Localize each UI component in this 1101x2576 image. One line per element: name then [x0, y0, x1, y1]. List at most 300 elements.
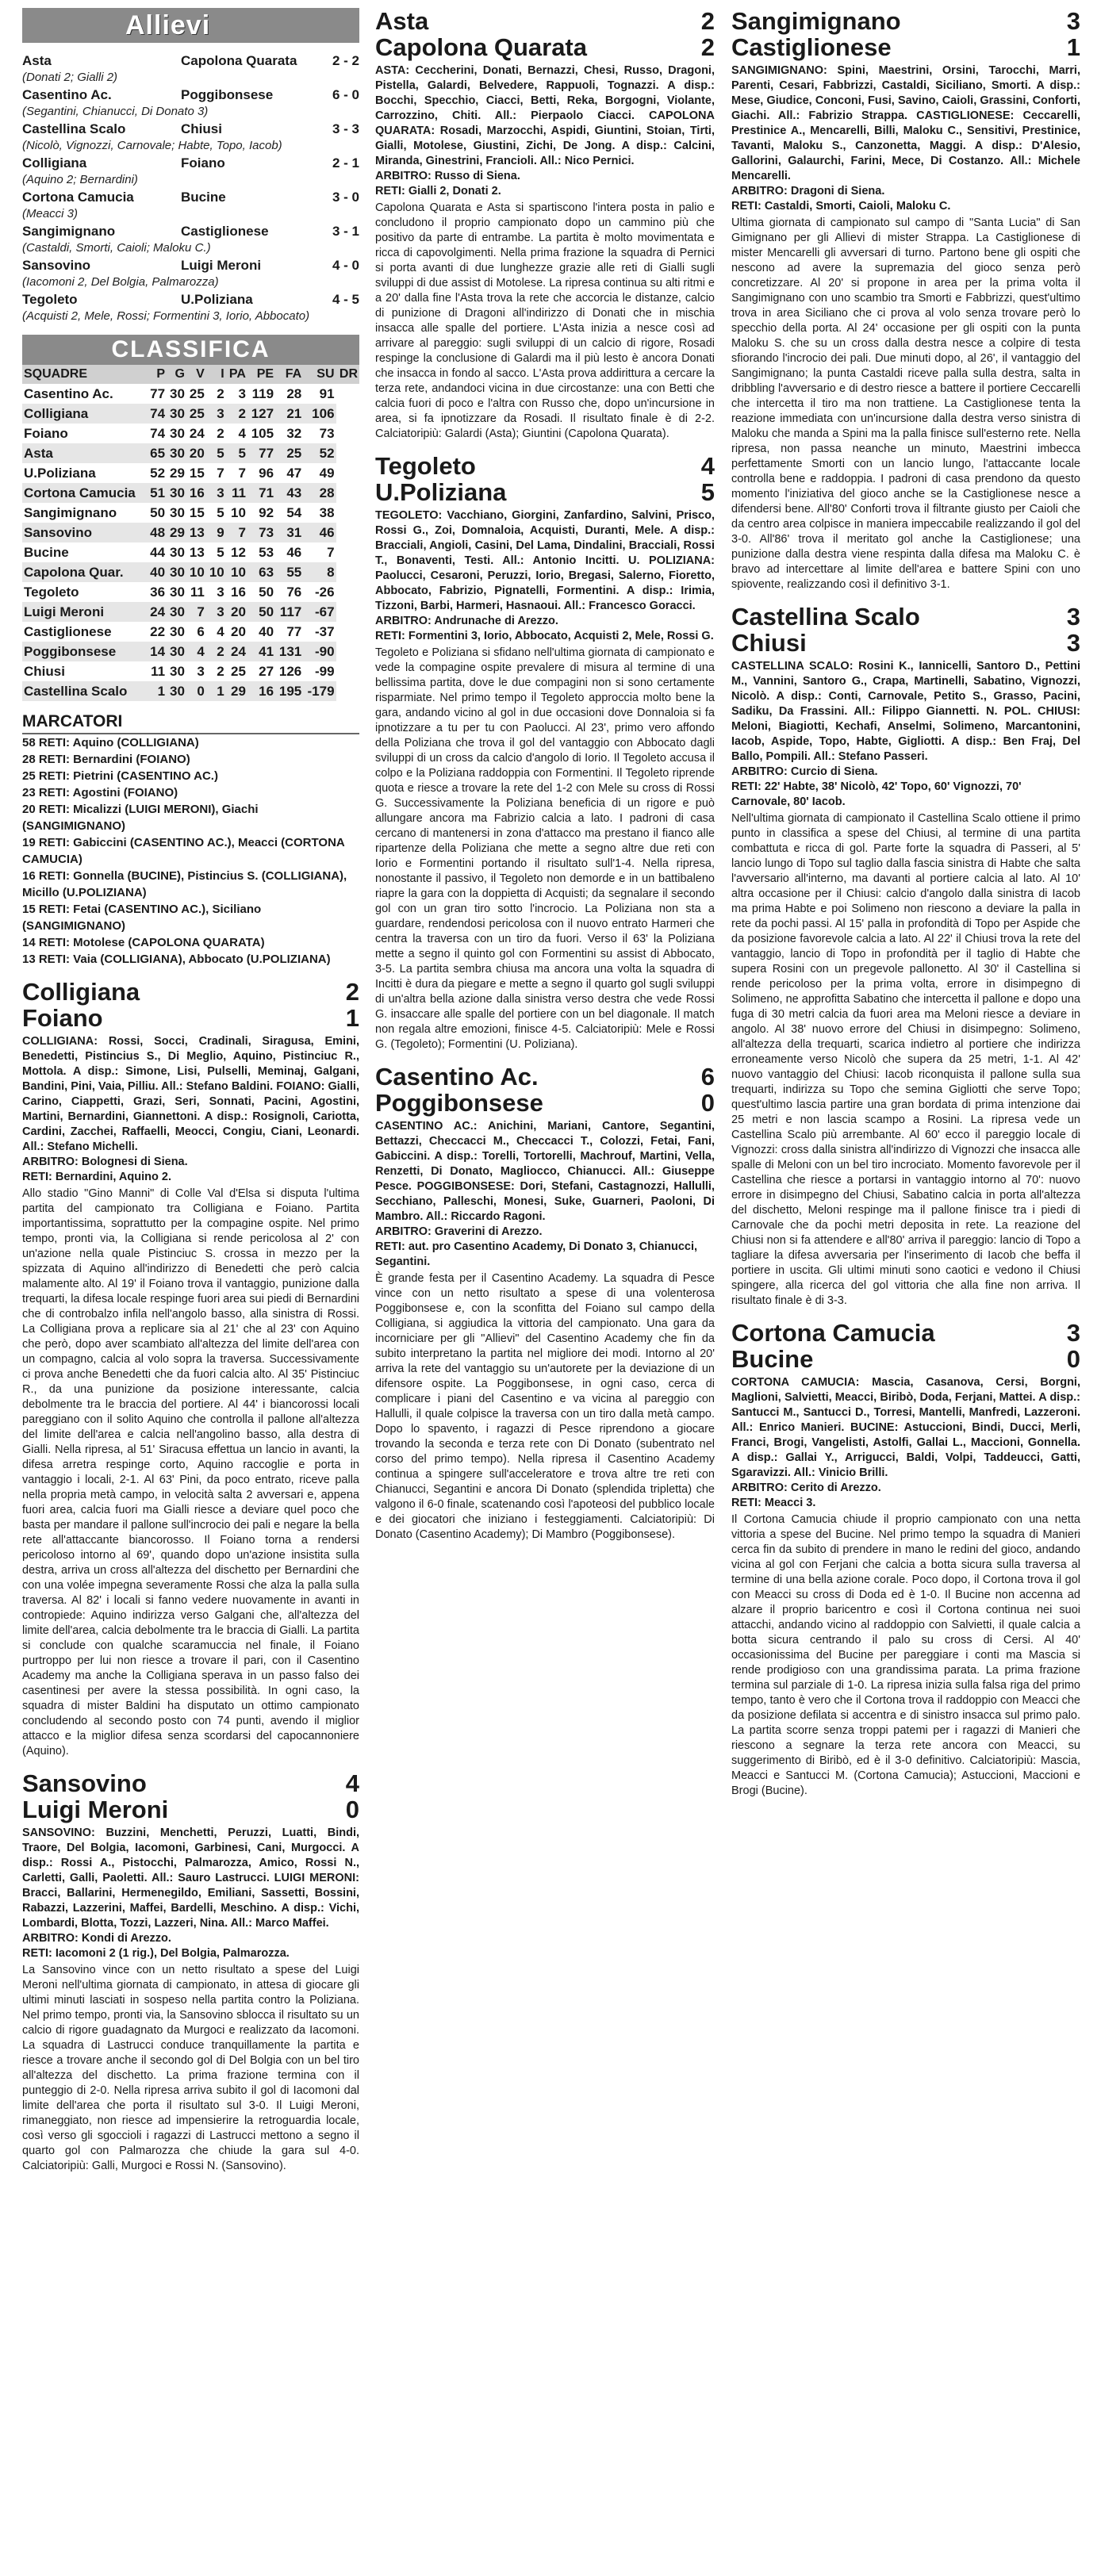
away-score: 0 — [345, 1796, 359, 1823]
stat-cell: 73 — [319, 426, 335, 441]
goals: RETI: Formentini 3, Iorio, Abbocato, Acquisti 2, Mele, Rossi G. — [375, 630, 714, 642]
stat-cell: 20 — [226, 602, 247, 622]
result-row — [22, 52, 359, 70]
table-row — [22, 503, 359, 523]
stat-cell: 10 — [231, 505, 246, 520]
stat-cell: 16 — [247, 681, 275, 701]
team-name: Luigi Meroni — [22, 602, 147, 622]
away-score: 5 — [700, 478, 715, 506]
result-home-team: Colligiana — [22, 155, 87, 171]
home-score: 2 — [700, 7, 715, 35]
lineups: ASTA: Ceccherini, Donati, Bernazzi, Chesi, Russo, Dragoni, Pistella, Galardi, Belvedere, Rappuoli, Tognazzi. A disp.: Bocchi, Specchio, Ciacci, Betti, Reka, Borgogni, Violante, Carrozzino, Chiti. All.: Pierpaolo Ciacci. CAPOLONA QUARATA: Rosadi, Marzocchi, Aspidi, Giuntini, Stoian, Tirti, Gialli, Motolese, Giustini, Zichi, De Jong. A disp.: Calcini, Miranda, Ginestrini, Francioli. All.: Nico Pernici. — [375, 64, 715, 167]
home-team: Castellina Scalo — [731, 603, 920, 631]
standings-table — [22, 365, 359, 701]
team-name: Casentino Ac. — [24, 386, 113, 401]
scorer-entry: 15 RETI: Fetai (CASENTINO AC.), Siciliano (SANGIMIGNANO) — [22, 903, 262, 933]
match-report: Ultima giornata di campionato sul campo di "Santa Lucia" di San Gimignano per gli Allievi di mister Strappa. La Castiglionese di mister Mencarelli gli avversari di turno. Partono bene gli ospiti che nescono ad avere la supremazia del gioco senza però concretizzare. Al 20' si propone in area per la prima volta il Sangimignano con uno scambio tra Smorti e Fabbrizzi, quest'ultimo trova in area Siciliano che ci prova al volo senza trovare però lo specchio della porta. Al 24' occasione per gli ospiti con la punta Maloku S. che su un cross dalla destra nesce a colpire di testa sfiorando l'incrocio dei pali. Due minuti dopo, al 26', il vantaggio del Sangimignano; la punta Castaldi riceve palla sulla destra, salta in dribbling l'avversario e di destro riesce a battere il portiere Ceccarelli che intercetta il tiro ma non trattiene. La Castiglionese tenta la reazione immediata con un'incursione dalla destra verso sinistra di Maloku che manda a Spini ma la palla finisce sull'esterno rete. Nella ripresa, non passa neanche un minuto, Maestrini imbecca perfettamente Smorti con un lancio lungo, l'attaccante locale controlla bene e raddoppia. I padroni di casa prendono da questo momento l'iniziativa del gioco anche se la Castiglionese nesce a difendersi bene. All'80' Conforti trova il filtrante giusto per Caioli che da centro area colpisce in maniera impeccabile realizzando il gol del 3-0. All'86' trova il meritato gol anche la Castiglionese; una punizione dalla destra viene respinta dalla difesa ma Maloku C. è bravo ad intercettare al limite dell'area e battere Spini con uno spiovente, realizzando così il definitivo 3-1. — [731, 217, 1080, 591]
table-row — [22, 681, 359, 701]
match-sangimignano-castiglionese — [731, 8, 1080, 592]
table-row — [22, 404, 359, 424]
home-score: 3 — [1066, 603, 1080, 631]
stat-cell: 44 — [150, 545, 166, 560]
stat-cell: 20 — [186, 443, 206, 463]
result-row — [22, 291, 359, 309]
stat-cell: 6 — [197, 624, 205, 639]
stat-cell: 10 — [226, 562, 247, 582]
match-asta-capolona — [375, 8, 715, 442]
result-away-team: Capolona Quarata — [181, 53, 297, 68]
marcatori-title: MARCATORI — [22, 712, 359, 734]
stat-cell: 7 — [327, 545, 335, 560]
away-team: Luigi Meroni — [22, 1796, 169, 1823]
result-row — [22, 86, 359, 104]
stat-cell: 5 — [217, 505, 224, 520]
team-name: Asta — [22, 443, 147, 463]
stat-cell: 50 — [247, 602, 275, 622]
stat-cell: 13 — [189, 545, 205, 560]
team-name: Tegoleto — [24, 585, 79, 600]
stat-cell: 12 — [231, 545, 246, 560]
standings-header-cell: PE — [247, 365, 275, 384]
goals: RETI: Castaldi, Smorti, Caioli, Maloku C. — [731, 200, 951, 213]
referee: ARBITRO: Andrunache di Arezzo. — [375, 615, 558, 627]
home-team: Tegoleto — [375, 452, 476, 480]
stat-cell: 5 — [226, 443, 247, 463]
stat-cell: 30 — [167, 562, 186, 582]
result-home-team: Castellina Scalo — [22, 121, 126, 136]
stat-cell: 71 — [247, 483, 275, 503]
away-team: Foiano — [22, 1004, 103, 1032]
table-row — [22, 602, 359, 622]
stat-cell: 3 — [238, 386, 246, 401]
goals: RETI: Iacomoni 2 (1 rig.), Del Bolgia, Palmarozza. — [22, 1947, 290, 1960]
match-report: Allo stadio "Gino Manni" di Colle Val d'Elsa si disputa l'ultima partita del campionato tra Colligiana e Foiano. Partita importantissima, soprattutto per la compagine ospite. Nel primo tempo, pronti via, la Colligiana si rende pericolosa al 2' con un'azione nella quale Pistinciuc S. crossa in mezzo per la spizzata di Aquino all'indirizzo di Benedetti che però calcia malamente alto. Al 19' il Foiano trova il vantaggio, punizione dalla trequarti, la difesa locale respinge fuori area sui piedi di Bernardini che di controbalzo infila nell'angolo basso, alla sinistra di Rossi. La Colligiana prova a replicare sia al 21' che al 23' con Aquino che però, dopo aver scambiato all'altezza del limite dell'area con un compagno, calcia al volo sopra la traversa. Successivamente ci prova anche Benedetti che da fuori calcia alto. Al 35' Pistinciuc R., da una punizione da posizione interessante, calcia debolmente tra le braccia del portiere. Al 44' i biancorossi locali pareggiano con il solito Aquino che controlla il pallone all'altezza del limite dell'area e calcia nell'angolino basso, alla destra di Gialli. Nella ripresa, al 51' Siracusa effettua un lancio in avanti, la difesa arretra respinge corto, Aquino raccoglie e porta in vantaggio i locali, 2-1. Al 63' Pini, da poco entrato, riceve palla nella propria metà campo, in velocità salta 2 avversari e, appena fuori area, calcia fuori ma Gialli riesce a deviare quel poco che basta per mandare il pallone sull'incrocio dei pali e negare la bella rete all'attaccante biancorosso. Il Foiano torna a rendersi pericoloso intorno al 69', quando dopo un'azione insistita sulla destra, arriva un cross all'altezza del dischetto per Bernardini che con una volée impegna severamente Rossi che alza la palla sulla traversa. Al 82' i locali si fanno vedere nuovamente in avanti in contropiede: Aquino indirizza verso Galgani che, all'altezza del limite dell'area, calcia debolmente tra le braccia di Gialli. La partita si conclude con qualche scaramuccia nel finale, il Foiano purtroppo per lui non riesce a trovare il pari, con il Casentino Academy ma anche la Colligiana sperava in un passo falso dei casentinesi per avere la stessa possibilità. In ogni caso, la squadra di mister Baldini ha disputato un ottimo campionato concludendo al secondo posto con 74 punti, avendo il miglior attacco e la miglior difesa senza scordarsi del capocannoniere (Aquino). — [22, 1187, 359, 1758]
team-name: Sansovino — [22, 523, 147, 542]
stat-cell: 15 — [189, 466, 205, 481]
table-row — [22, 661, 359, 681]
standings-header-row — [22, 365, 359, 384]
match-report: La Sansovino vince con un netto risultato a spese del Luigi Meroni nell'ultima giornata di campionato, in attesa di giocare gli ultimi minuti lasciati in sospeso nella partita contro la Poliziana. Nel primo tempo, pronti via, la Sansovino sblocca il risultato su un calcio di rigore guadagnato da Murgoci e realizzato da Iacomoni. La squadra di Lastrucci conduce tranquillamente la partita e riesce a trovare anche il secondo gol di Del Bolgia con un bel tiro all'altezza del dischetto. La prima frazione termina con il punteggio di 2-0. Nella ripresa arriva subito il gol di Iacomoni dal limite dell'area che porta il risultato sul 3-0. Il Luigi Meroni, rimaneggiato, non riesce ad impensierire la retroguardia locale, così verso gli sgoccioli i ragazzi di Lastrucci mettono a segno il quarto gol con Palmarozza che chiude la gara sul 4-0. Calciatoripiù: Galli, Murgoci e Rossi N. (Sansovino). — [22, 1964, 359, 2172]
result-away-team: Chiusi — [181, 121, 222, 136]
stat-cell: 30 — [167, 681, 186, 701]
stat-cell: 3 — [206, 404, 226, 424]
left-column — [22, 8, 359, 2174]
result-away-team: Bucine — [181, 190, 226, 205]
stat-cell: 96 — [259, 466, 274, 481]
home-score: 6 — [700, 1063, 715, 1091]
stat-cell: 1 — [147, 681, 167, 701]
table-row — [22, 582, 359, 602]
stat-cell: 28 — [286, 386, 302, 401]
referee: ARBITRO: Cerito di Arezzo. — [731, 1482, 881, 1494]
stat-cell: 25 — [275, 443, 303, 463]
team-name: U.Poliziana — [24, 466, 96, 481]
team-name: Castiglionese — [24, 624, 112, 639]
referee: ARBITRO: Bolognesi di Siena. — [22, 1156, 188, 1168]
team-name: Bucine — [24, 545, 69, 560]
match-cortona-bucine — [731, 1320, 1080, 1799]
stat-cell: 50 — [259, 585, 274, 600]
home-score: 3 — [1066, 7, 1080, 35]
stat-cell: 4 — [238, 426, 246, 441]
stat-cell: 30 — [170, 585, 185, 600]
stat-cell: 47 — [286, 466, 302, 481]
home-score: 3 — [1066, 1319, 1080, 1347]
stat-cell: 46 — [303, 523, 336, 542]
stat-cell: 24 — [226, 642, 247, 661]
away-score: 0 — [1066, 1345, 1080, 1373]
stat-cell: 3 — [206, 483, 226, 503]
away-score: 1 — [345, 1004, 359, 1032]
stat-cell: 25 — [186, 404, 206, 424]
stat-cell: 14 — [147, 642, 167, 661]
away-team: Chiusi — [731, 629, 807, 657]
team-name: Colligiana — [22, 404, 147, 424]
result-score: 4 - 5 — [332, 292, 359, 307]
stat-cell: 77 — [150, 386, 166, 401]
stat-cell: 119 — [251, 386, 274, 401]
stat-cell: 2 — [217, 386, 224, 401]
away-team: Poggibonsese — [375, 1089, 543, 1117]
scorer-entry: 28 RETI: Bernardini (FOIANO) — [22, 753, 190, 766]
result-row — [22, 189, 359, 206]
result-row — [22, 223, 359, 240]
result-row — [22, 121, 359, 138]
stat-cell: 24 — [189, 426, 205, 441]
lineups: CASENTINO AC.: Anichini, Mariani, Cantore, Segantini, Bettazzi, Checcacci M., Checcacci T., Colozzi, Fetai, Fani, Gabiccini. A disp.: Torelli, Tortorelli, Machrouf, Martini, Vella, Renzetti, Di Donato, Magliocco, Chianucci. All.: Giuseppe Pesce. POGGIBONSESE: Dori, Stefani, Castagnozzi, Hallulli, Secchiano, Palleschi, Monesi, Suke, Guarneri, Paoloni, Di Mambro. All.: Riccardo Ragoni. — [375, 1120, 715, 1223]
stat-cell: 51 — [147, 483, 167, 503]
stat-cell: 11 — [226, 483, 247, 503]
stat-cell: 27 — [259, 664, 274, 679]
stat-cell: 91 — [319, 386, 335, 401]
lineups: CASTELLINA SCALO: Rosini K., Iannicelli, Santoro D., Pettini M., Vannini, Santoro G., Crapa, Martinelli, Sabatino, Vignozzi, Nicolò. A disp.: Conti, Carnovale, Petito S., Grasso, Pacini, Sadiku, Da Frassini. All.: Filippo Giannetti. N. POL. CHIUSI: Meloni, Biagiotti, Kechafi, Anselmi, Solimeno, Marcantonini, Iacob, Aspide, Topo, Habte, Gigliotti. A disp.: Ben Fraj, Del Ballo, Pompili. All.: Stefano Passeri. — [731, 660, 1080, 763]
stat-cell: 54 — [286, 505, 302, 520]
stat-cell: 63 — [247, 562, 275, 582]
stat-cell: 9 — [206, 523, 226, 542]
stat-cell: 117 — [275, 602, 303, 622]
stat-cell: 76 — [286, 585, 302, 600]
stat-cell: 50 — [150, 505, 166, 520]
stat-cell: 30 — [170, 386, 185, 401]
stat-cell: 10 — [206, 562, 226, 582]
home-team: Sansovino — [22, 1769, 147, 1797]
stat-cell: 25 — [231, 664, 246, 679]
away-team: Castiglionese — [731, 33, 892, 61]
stat-cell: 30 — [170, 664, 185, 679]
match-report: Nell'ultima giornata di campionato il Castellina Scalo ottiene il primo punto in classifica a spese del Chiusi, al termine di una partita combattuta e ricca di gol. Parte forte la squadra di Passeri, al 5' lancio lungo di Topo sul taglio dalla fascia sinistra di Habte che salta l'avversario all'interno, ma davanti al portiere calcia al lato. Al 10' altra occasione per il Chiusi: calcio d'angolo dalla sinistra di Iacob ma prima Habte e poi Solimeno non riescono a deviare la palla in rete da pochi passi. Al 15' palla in profondità di Topo per Aspide che da posizione favorevole calcia a lato. Al 22' il Chiusi trova la rete del vantaggio, lancio di Topo in profondità per il taglio di Habte che supera Rosini con un pregevole pallonetto. Al 30' il Castellina si rende pericoloso per la prima volta, errore in disimpegno di Solimeno, ne approfitta Sabatino che intercetta il pallone e dopo una fuga di 30 metri calcia da fuori area ma Meloni riesce a deviare in angolo. Al 38' nuovo errore del Chiusi in disimpegno: Solimeno, all'altezza della trequarti, scarica indietro al portiere che indirizza erroneamente verso Nicolò che supera da 25 metri, 1-1. Al 42' nuovo vantaggio del Chiusi: Iacob riconquista il pallone sulla sua trequarti, indirizza su Topo che semina Gigliotti che serve Topo; quest'ultimo lascia partire una gran bordata di prima intenzione dai 25 metri e non lascia scampo a Rosini. La ripresa vede un Castellina Scalo più arrembante. Al 60' ecco il pareggio locale di Vignozzi: cross dalla sinistra all'indirizzo di Vignozzi che insacca alle spalle di Meloni con un bel tiro incrociato. Momento favorevole per il Castellina che riesce a portarsi in vantaggio intorno al 70': nuovo errore in disimpegno del Chiusi, Sabatino calcia in porta all'altezza del dischetto, Meloni respinge ma il pallone finisce tra i piedi di Carnovale che da pochi metri deposita in rete. La reazione del Chiusi non si fa attendere e all'80' arriva il pareggio: lancio di Topo a tagliare la difesa avversaria per l'inserimento di Iacob che beffa il portiere in uscita. Gli ultimi minuti sono caotici e vedono il Chiusi spingere, alla ricerca del gol vittoria che alla fine non arriva. Il risultato finale è di 3-3. — [731, 812, 1080, 1307]
result-away-team: Castiglionese — [181, 224, 269, 239]
home-team: Casentino Ac. — [375, 1063, 539, 1091]
section-title: Allievi — [22, 8, 359, 43]
stat-cell: 32 — [286, 426, 302, 441]
stat-cell: 31 — [275, 523, 303, 542]
match-report: Capolona Quarata e Asta si spartiscono l'intera posta in palio e concludono il proprio campionato dopo un cammino più che positivo da parte di entrambe. La partita è molto movimentata e ricca di capovolgimenti. Nella prima frazione la squadra di Pernici si porta avanti di due lunghezze grazie alle reti di Gialli sugli sviluppi di due assist di Motolese. La ripresa continua su alti ritmi e a 20' dalla fine l'Asta trova la rete che accorcia le distanze, calcio di punizione di Dragoni all'indirizzo di Donati che in mischia insacca alle spalle del portiere. L'Asta inizia a nesce così ad arrivare al pareggio: sugli sviluppi di un calcio di rigore, Rosadi respinge la conclusione di Galardi ma il più lesto è ancora Donati che insacca in fondo al sacco. L'Asta prova addirittura a cercare la terza rete, andandoci vicina in due circostanze: una con Betti che calcia fuori di poco e l'altra con Russo che, dopo un'incursione in area, si fa ipnotizzare da Rosadi. Il risultato finale è di 2-2. Calciatoripiù: Galardi (Asta); Giuntini (Capolona Quarata). — [375, 201, 715, 440]
table-row — [22, 443, 359, 463]
home-score: 4 — [700, 452, 715, 480]
away-team: Capolona Quarata — [375, 33, 587, 61]
table-row — [22, 424, 359, 443]
result-row — [22, 155, 359, 172]
stat-cell: 16 — [186, 483, 206, 503]
stat-cell: 3 — [206, 602, 226, 622]
result-away-team: Foiano — [181, 155, 225, 171]
result-score: 4 - 0 — [332, 258, 359, 273]
stat-cell: 30 — [167, 642, 186, 661]
stat-cell: 52 — [150, 466, 166, 481]
result-row — [22, 257, 359, 274]
standings-header-cell: G — [167, 365, 186, 384]
referee: ARBITRO: Russo di Siena. — [375, 170, 520, 182]
scorer-entry: 23 RETI: Agostini (FOIANO) — [22, 786, 178, 799]
away-score: 3 — [1066, 629, 1080, 657]
away-team: U.Poliziana — [375, 478, 507, 506]
away-score: 1 — [1066, 33, 1080, 61]
referee: ARBITRO: Dragoni di Siena. — [731, 185, 885, 197]
result-scorers: (Segantini, Chianucci, Di Donato 3) — [22, 105, 209, 118]
stat-cell: 195 — [275, 681, 303, 701]
stat-cell: 55 — [275, 562, 303, 582]
stat-cell: 30 — [170, 505, 185, 520]
goals: RETI: Gialli 2, Donati 2. — [375, 185, 501, 197]
result-score: 6 - 0 — [332, 87, 359, 102]
referee: ARBITRO: Kondi di Arezzo. — [22, 1932, 171, 1945]
match-casentino-poggibonsese — [375, 1064, 715, 1543]
result-scorers: (Donati 2; Gialli 2) — [22, 71, 118, 84]
result-score: 2 - 1 — [332, 155, 359, 171]
stat-cell: -37 — [314, 624, 335, 639]
match-tegoleto-poliziana — [375, 453, 715, 1052]
stat-cell: 30 — [167, 483, 186, 503]
stat-cell: 24 — [147, 602, 167, 622]
team-name: Chiusi — [24, 664, 65, 679]
stat-cell: 5 — [217, 545, 224, 560]
match-colligiana-foiano — [22, 979, 359, 1759]
stat-cell: 28 — [303, 483, 336, 503]
stat-cell: 74 — [147, 404, 167, 424]
match-report: Tegoleto e Poliziana si sfidano nell'ultima giornata di campionato e vede la compagine ospite prevalere di misura al termine di una bellissima partita, dove le due compagini non si sono certamente risparmiate. Nel primo tempo il Tegoleto approccia molto bene la gara, andando vicino al gol in due occasioni dove Donnaloia si fa ipnotizzare a tu per tu con Paolucci. Al 23', primo vero affondo della Poliziana che trova il gol del vantaggio con Abbocato dagli sviluppi di un cross da calcio d'angolo di Iorio. Il Tegoleto accusa il colpo e la Poliziana raddoppia con Formentini. Il Tegoleto riprende quota e riesce a trovare la rete del 1-2 con Mele su cross di Rossi G. Successivamente la Poliziana beneficia di un rigore e può allungare ancora ma Fabrizio calcia a lato. I padroni di casa cercano di mantenersi in zona d'attacco ma prestano il fianco alle ripartenze della Poliziana che mette a segno altre due reti con Iorio e Formentini portando il risultato sull'1-4. Nella ripresa, nonostante il passivo, il Tegoleto non demorde e in un battibaleno riapre la gara con la doppietta di Acquisti; da segnalare il secondo gol con un gran tiro sotto l'incrocio. La Poliziana non sta a guardare, rendendosi pericolosa con il nuovo entrato Harmeri che centra la traversa con un tiro da fuori. Verso il 63' la Poliziana mette a segno il quinto gol con Formentini su assist di Abbocato, 3-5. La partita sembra chiusa ma ancora una volta la squadra di Incitti è dura da piegare e mette a segno il quarto gol sugli sviluppi di un'altra bella azione dalla sinistra verso destra che vede Rossi G. insaccare alle spalle del portiere con un bel diagonale. Il match non regala altre emozioni, finisce 4-5. Calciatoripiù: Mele e Rossi G. (Tegoleto); Formentini (U. Poliziana). — [375, 646, 715, 1051]
team-name: Castellina Scalo — [22, 681, 147, 701]
lineups: TEGOLETO: Vacchiano, Giorgini, Zanfardino, Salvini, Prisco, Rossi G., Zoi, Domnaloia, Acquisti, Duranti, Mele. A disp.: Bracciali, Angioli, Casini, Del Lama, Dindalini, Bracciali, Rossi T., Bonaventi, Testi. All.: Antonio Incitti. U. POLIZIANA: Paolucci, Cesaroni, Peruzzi, Iorio, Bregasi, Salerno, Fioretto, Abbocato, Fabrizio, Pignatelli, Formentini. A disp.: Irimia, Tizzoni, Barbi, Harmeri, Hasnaoui. All.: Francesco Goracci. — [375, 509, 715, 612]
lineups: COLLIGIANA: Rossi, Socci, Cradinali, Siragusa, Emini, Benedetti, Pistincius S., Di Meglio, Aquino, Pistinciuc R., Mottola. A disp.: Simone, Lisi, Pulselli, Meminaj, Galgani, Bandini, Pini, Vaia, Pilliu. All.: Stefano Baldini. FOIANO: Gialli, Carino, Ciappetti, Grazi, Seri, Sonnati, Pacini, Agostini, Martini, Bernardini, Giannettoni. A disp.: Rosignoli, Cariotta, Cardini, Zacchei, Raffaelli, Meocci, Congiu, Ciani, Leonardi. All.: Stefano Michelli. — [22, 1035, 359, 1153]
lineups: SANSOVINO: Buzzini, Menchetti, Peruzzi, Luatti, Bindi, Traore, Del Bolgia, Iacomoni, Garbinesi, Cani, Murgocci. A disp.: Rossi A., Pistocchi, Palmarozza, Amico, Rossi N., Carletti, Galli, Paoletti. All.: Sauro Lastrucci. LUIGI MERONI: Bracci, Ballarini, Hermenegildo, Emiliani, Sassetti, Bossini, Rabazzi, Lazzerini, Maffei, Bardelli, Meschino. A disp.: Vichi, Lombardi, Blotta, Tozzi, Lazzeri, Nina. All.: Marco Maffei. — [22, 1827, 359, 1930]
goals: RETI: Meacci 3. — [731, 1497, 816, 1509]
result-home-team: Sangimignano — [22, 224, 116, 239]
stat-cell: 126 — [278, 664, 302, 679]
away-score: 2 — [700, 33, 715, 61]
table-row — [22, 622, 359, 642]
result-score: 2 - 2 — [332, 53, 359, 68]
goals: RETI: Bernardini, Aquino 2. — [22, 1171, 171, 1183]
referee: ARBITRO: Curcio di Siena. — [731, 765, 878, 778]
stat-cell: 22 — [150, 624, 166, 639]
table-row — [22, 562, 359, 582]
stat-cell: 11 — [190, 585, 205, 600]
stat-cell: 29 — [170, 466, 185, 481]
result-away-team: Luigi Meroni — [181, 258, 262, 273]
scorer-entry: 16 RETI: Gonnella (BUCINE), Pistincius S. (COLLIGIANA), Micillo (U.POLIZIANA) — [22, 869, 347, 899]
team-name: Poggibonsese — [22, 642, 147, 661]
home-team: Asta — [375, 7, 429, 35]
away-team: Bucine — [731, 1345, 814, 1373]
standings-header-cell: PA — [226, 365, 247, 384]
table-row — [22, 463, 359, 483]
result-scorers: (Meacci 3) — [22, 207, 79, 220]
lineups: SANGIMIGNANO: Spini, Maestrini, Orsini, Tarocchi, Marri, Parenti, Cesari, Fabbrizzi, Castaldi, Siciliano, Smorti. A disp.: Mese, Giudice, Conconi, Fusi, Savino, Caioli, Grassini, Conforti, Giachi. All.: Fabrizio Strappa. CASTIGLIONESE: Ceccarelli, Prestinice A., Mencarelli, Billi, Maloku C., Sensitivi, Prestinice, Tavanti, Maloku S., Canzonetta, Maggi. A disp.: D'Alesio, Gallorini, Galaurchi, Farini, Mece, Di Costanzo. All.: Michele Mencarelli. — [731, 64, 1080, 182]
classifica-title: CLASSIFICA — [22, 335, 359, 365]
away-score: 0 — [700, 1089, 715, 1117]
stat-cell: 4 — [217, 624, 224, 639]
stat-cell: 10 — [186, 562, 206, 582]
home-score: 2 — [345, 978, 359, 1006]
stat-cell: 30 — [167, 443, 186, 463]
stat-cell: 29 — [167, 523, 186, 542]
scorer-entry: 20 RETI: Micalizzi (LUIGI MERONI), Giachi (SANGIMIGNANO) — [22, 803, 259, 833]
stat-cell: 3 — [217, 585, 224, 600]
home-team: Sangimignano — [731, 7, 901, 35]
team-name: Cortona Camucia — [22, 483, 147, 503]
marcatori-list — [22, 734, 359, 968]
stat-cell: 8 — [303, 562, 336, 582]
scorer-entry: 13 RETI: Vaia (COLLIGIANA), Abbocato (U.POLIZIANA) — [22, 953, 331, 966]
result-scorers: (Aquino 2; Bernardini) — [22, 173, 138, 186]
stat-cell: 65 — [147, 443, 167, 463]
stat-cell: 106 — [303, 404, 336, 424]
middle-column — [375, 8, 715, 1543]
lineups: CORTONA CAMUCIA: Mascia, Casanova, Cersi, Borgni, Maglioni, Salvietti, Meacci, Biribò, Doda, Ferjani, Mattei. A disp.: Santucci M., Santucci D., Torresi, Mantelli, Manfredi, Lazzeroni. All.: Enrico Manieri. BUCINE: Astuccioni, Bindi, Ducci, Merli, Franci, Brogi, Vangelisti, Astolfi, Gallai L., Maccioni, Gonnella. A disp.: Gallai Y., Arrigucci, Baldi, Volpi, Taddeucci, Gatti, Sgaravizzi. All.: Vinicio Brilli. — [731, 1376, 1080, 1479]
result-score: 3 - 1 — [332, 224, 359, 239]
table-row — [22, 542, 359, 562]
result-away-team: U.Poliziana — [181, 292, 253, 307]
scorer-entry: 58 RETI: Aquino (COLLIGIANA) — [22, 736, 199, 749]
referee: ARBITRO: Graverini di Arezzo. — [375, 1225, 543, 1238]
standings-header-cell: SU — [303, 365, 336, 384]
match-report: Il Cortona Camucia chiude il proprio campionato con una netta vittoria a spese del Bucine. Nel primo tempo la squadra di Manieri cerca fin da subito di prendere in mano le redini del gioco, andando vicina al gol con Ferjani che calcia a botta sicura sulla traversa al termine di una bella azione corale. Poco dopo, il Cortona trova il gol con Meacci su cross di Doda ed è 1-0. Il Bucine non accenna ad alzare il proprio baricentro e così il Cortona continua nei suoi attacchi, andando vicino al raddoppio con Salvietti, il quale calcia a botta sicura centrando il palo su cross di Cersi. Al 40' occasionissima del Bucine per pareggiare i conti ma Mascia si rende prodigioso con una grandissima parata. La prima frazione termina sul parziale di 1-0. La ripresa inizia sulla falsa riga del primo tempo, tanto è vero che il Cortona trova il raddoppio con Meacci che da posizione defilata si accentra e di sinistro insacca sul primo palo. La partita scorre senza troppi patemi per i ragazzi di Manieri che riescono a segnare la terza rete ancora con Meacci, su suggerimento di Biribò, ed è il 3-0 definitivo. Calciatoripiù: Mascia, Meacci e Santucci M. (Cortona Camucia); Astuccioni, Maccioni e Brogi (Bucine). — [731, 1513, 1080, 1797]
stat-cell: 30 — [167, 404, 186, 424]
table-row — [22, 642, 359, 661]
scorer-entry: 25 RETI: Pietrini (CASENTINO AC.) — [22, 769, 218, 783]
stat-cell: 105 — [251, 426, 274, 441]
stat-cell: -179 — [303, 681, 336, 701]
results-list — [22, 52, 359, 324]
stat-cell: 30 — [170, 426, 185, 441]
stat-cell: 2 — [217, 664, 224, 679]
home-score: 4 — [345, 1769, 359, 1797]
result-home-team: Casentino Ac. — [22, 87, 112, 102]
standings-header-cell: P — [147, 365, 167, 384]
stat-cell: 77 — [286, 624, 302, 639]
stat-cell: 7 — [226, 523, 247, 542]
stat-cell: 4 — [186, 642, 206, 661]
scorer-entry: 14 RETI: Motolese (CAPOLONA QUARATA) — [22, 936, 265, 949]
result-home-team: Cortona Camucia — [22, 190, 134, 205]
team-name: Capolona Quar. — [22, 562, 147, 582]
result-home-team: Tegoleto — [22, 292, 78, 307]
home-team: Colligiana — [22, 978, 140, 1006]
stat-cell: 1 — [206, 681, 226, 701]
stat-cell: -90 — [303, 642, 336, 661]
stat-cell: 3 — [197, 664, 205, 679]
table-row — [22, 523, 359, 542]
table-row — [22, 384, 359, 404]
stat-cell: 49 — [319, 466, 335, 481]
stat-cell: 15 — [189, 505, 205, 520]
stat-cell: 29 — [226, 681, 247, 701]
stat-cell: 7 — [217, 466, 224, 481]
result-scorers: (Iacomoni 2, Del Bolgia, Palmarozza) — [22, 275, 219, 289]
standings-header-cell: DR — [336, 365, 359, 384]
stat-cell: 40 — [147, 562, 167, 582]
result-score: 3 - 3 — [332, 121, 359, 136]
stat-cell: -26 — [314, 585, 335, 600]
result-away-team: Poggibonsese — [181, 87, 274, 102]
standings-header-cell: I — [206, 365, 226, 384]
stat-cell: 7 — [186, 602, 206, 622]
stat-cell: 2 — [206, 642, 226, 661]
stat-cell: 131 — [275, 642, 303, 661]
scorer-entry: 19 RETI: Gabiccini (CASENTINO AC.), Meacci (CORTONA CAMUCIA) — [22, 836, 345, 866]
stat-cell: -99 — [314, 664, 335, 679]
stat-cell: 48 — [147, 523, 167, 542]
standings-header-cell: FA — [275, 365, 303, 384]
match-castellina-chiusi — [731, 604, 1080, 1309]
stat-cell: 92 — [259, 505, 274, 520]
stat-cell: 30 — [170, 545, 185, 560]
stat-cell: -67 — [303, 602, 336, 622]
stat-cell: 11 — [151, 664, 166, 679]
stat-cell: 21 — [275, 404, 303, 424]
stat-cell: 30 — [170, 624, 185, 639]
stat-cell: 38 — [319, 505, 335, 520]
result-scorers: (Nicolò, Vignozzi, Carnovale; Habte, Topo, Iacob) — [22, 139, 282, 152]
stat-cell: 0 — [186, 681, 206, 701]
stat-cell: 7 — [238, 466, 246, 481]
stat-cell: 36 — [150, 585, 166, 600]
stat-cell: 2 — [226, 404, 247, 424]
goals: RETI: 22' Habte, 38' Nicolò, 42' Topo, 60' Vignozzi, 70' Carnovale, 80' Iacob. — [731, 780, 1022, 808]
team-name: Foiano — [24, 426, 68, 441]
match-report: È grande festa per il Casentino Academy. La squadra di Pesce vince con un netto risultato a spese di una volenterosa Poggibonsese e, con la sconfitta del Foiano sul campo della Colligiana, si aggiudica la vittoria del campionato. Una gara da incorniciare per gli "Allievi" del Casentino Academy che fin da subito interpretano la partita nel migliore dei modi. Intorno al 20' arriva la rete del vantaggio su un'autorete per la deviazione di un difensore ospite. La Poggibonsese, in ogni caso, cerca di complicare i piani del Casentino e va vicina al pareggio con Hallulli, il quale colpisce la traversa con un tiro dalla metà campo. Dopo lo spavento, i ragazzi di Pesce riprendono a giocare trovando la seconda e terza rete con Di Donato (subentrato nel corso del primo tempo). Nella ripresa il Casentino Academy continua a spingere sull'acceleratore e trova altre tre reti con Chianucci, Segantini e ancora Di Donato (splendida tripletta) che valgono il 6-0 finale, scatenando così l'apoteosi del pubblico locale e dei giocatori che iniziano i festeggiamenti. Calciatoripiù: Di Donato (Casentino Academy); Di Mambro (Poggibonsese). — [375, 1272, 715, 1541]
result-scorers: (Castaldi, Smorti, Caioli; Maloku C.) — [22, 241, 211, 255]
stat-cell: 74 — [150, 426, 166, 441]
stat-cell: 53 — [259, 545, 274, 560]
stat-cell: 73 — [247, 523, 275, 542]
stat-cell: 40 — [259, 624, 274, 639]
stat-cell: 43 — [275, 483, 303, 503]
stat-cell: 30 — [167, 602, 186, 622]
home-team: Cortona Camucia — [731, 1319, 935, 1347]
standings-header-cell: V — [186, 365, 206, 384]
stat-cell: 127 — [247, 404, 275, 424]
right-column — [731, 8, 1080, 1799]
result-home-team: Sansovino — [22, 258, 90, 273]
result-home-team: Asta — [22, 53, 52, 68]
result-scorers: (Acquisti 2, Mele, Rossi; Formentini 3, Iorio, Abbocato) — [22, 309, 310, 323]
team-name: Sangimignano — [24, 505, 117, 520]
match-sansovino-luigi-meroni — [22, 1770, 359, 2174]
stat-cell: 20 — [231, 624, 246, 639]
stat-cell: 41 — [247, 642, 275, 661]
standings-header-cell: SQUADRE — [22, 365, 147, 384]
stat-cell: 2 — [217, 426, 224, 441]
stat-cell: 5 — [206, 443, 226, 463]
goals: RETI: aut. pro Casentino Academy, Di Donato 3, Chianucci, Segantini. — [375, 1240, 698, 1268]
stat-cell: 52 — [303, 443, 336, 463]
stat-cell: 46 — [286, 545, 302, 560]
stat-cell: 77 — [247, 443, 275, 463]
table-row — [22, 483, 359, 503]
stat-cell: 13 — [186, 523, 206, 542]
stat-cell: 16 — [231, 585, 246, 600]
